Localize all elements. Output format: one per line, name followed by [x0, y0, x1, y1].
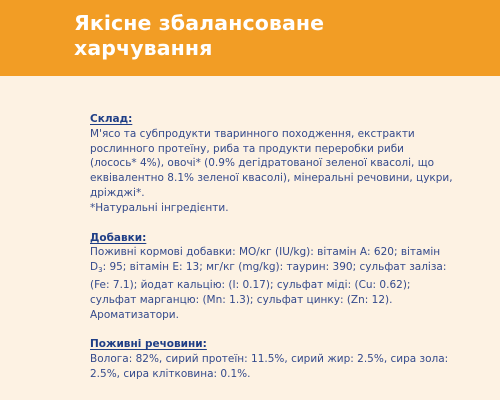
page-title-line: Якісне збалансоване: [74, 11, 325, 35]
additives-line: [90, 260, 486, 278]
additives-line: (Fe: 7.1); йодат кальцію: (I: 0.17); сульфат міді: (Cu: 0.62);: [90, 278, 411, 291]
additives-line-rest: : 95; вітамін Е: 13; мг/кг (mg/kg): таурин: 390; сульфат заліза:: [102, 261, 447, 274]
composition-section: [90, 112, 486, 216]
additives-section: [90, 231, 486, 323]
composition-footnote: *Натуральні інгредієнти.: [90, 201, 229, 214]
page-title-line: харчування: [74, 36, 213, 60]
title-banner: [0, 0, 500, 76]
page-title: [74, 11, 500, 61]
info-panel: [0, 76, 500, 400]
vitamin-d-subscript: 3: [98, 266, 103, 275]
vitamin-d-letter: D: [90, 261, 99, 274]
composition-line: еквівалентно 8.1% зеленої квасолі), мінеральні речовини, цукри,: [90, 172, 453, 185]
additives-line: сульфат марганцю: (Mn: 1.3); сульфат цинку: (Zn: 12).: [90, 293, 393, 306]
nutrients-line: Волога: 82%, сирий протеїн: 11.5%, сирий жир: 2.5%, сира зола:: [90, 353, 449, 366]
nutrients-heading: Поживні речовини:: [90, 338, 207, 351]
composition-line: (лосось* 4%), овочі* (0.9% дегідратованої зеленої квасолі, що: [90, 157, 435, 170]
additives-line: Поживні кормові добавки: МО/кг (IU/kg): вітамін А: 620; вітамін: [90, 246, 441, 259]
composition-heading: Склад:: [90, 113, 133, 125]
composition-line: М'ясо та субпродукти тваринного походження, екстракти: [90, 127, 415, 140]
composition-line: дріжджі*.: [90, 186, 145, 199]
nutrients-section: [90, 337, 486, 381]
additives-heading: Добавки:: [90, 231, 147, 244]
composition-line: рослинного протеїну, риба та продукти переробки риби: [90, 142, 405, 155]
additives-line: Ароматизатори.: [90, 308, 179, 321]
nutrients-line: 2.5%, сира клітковина: 0.1%.: [90, 367, 251, 380]
